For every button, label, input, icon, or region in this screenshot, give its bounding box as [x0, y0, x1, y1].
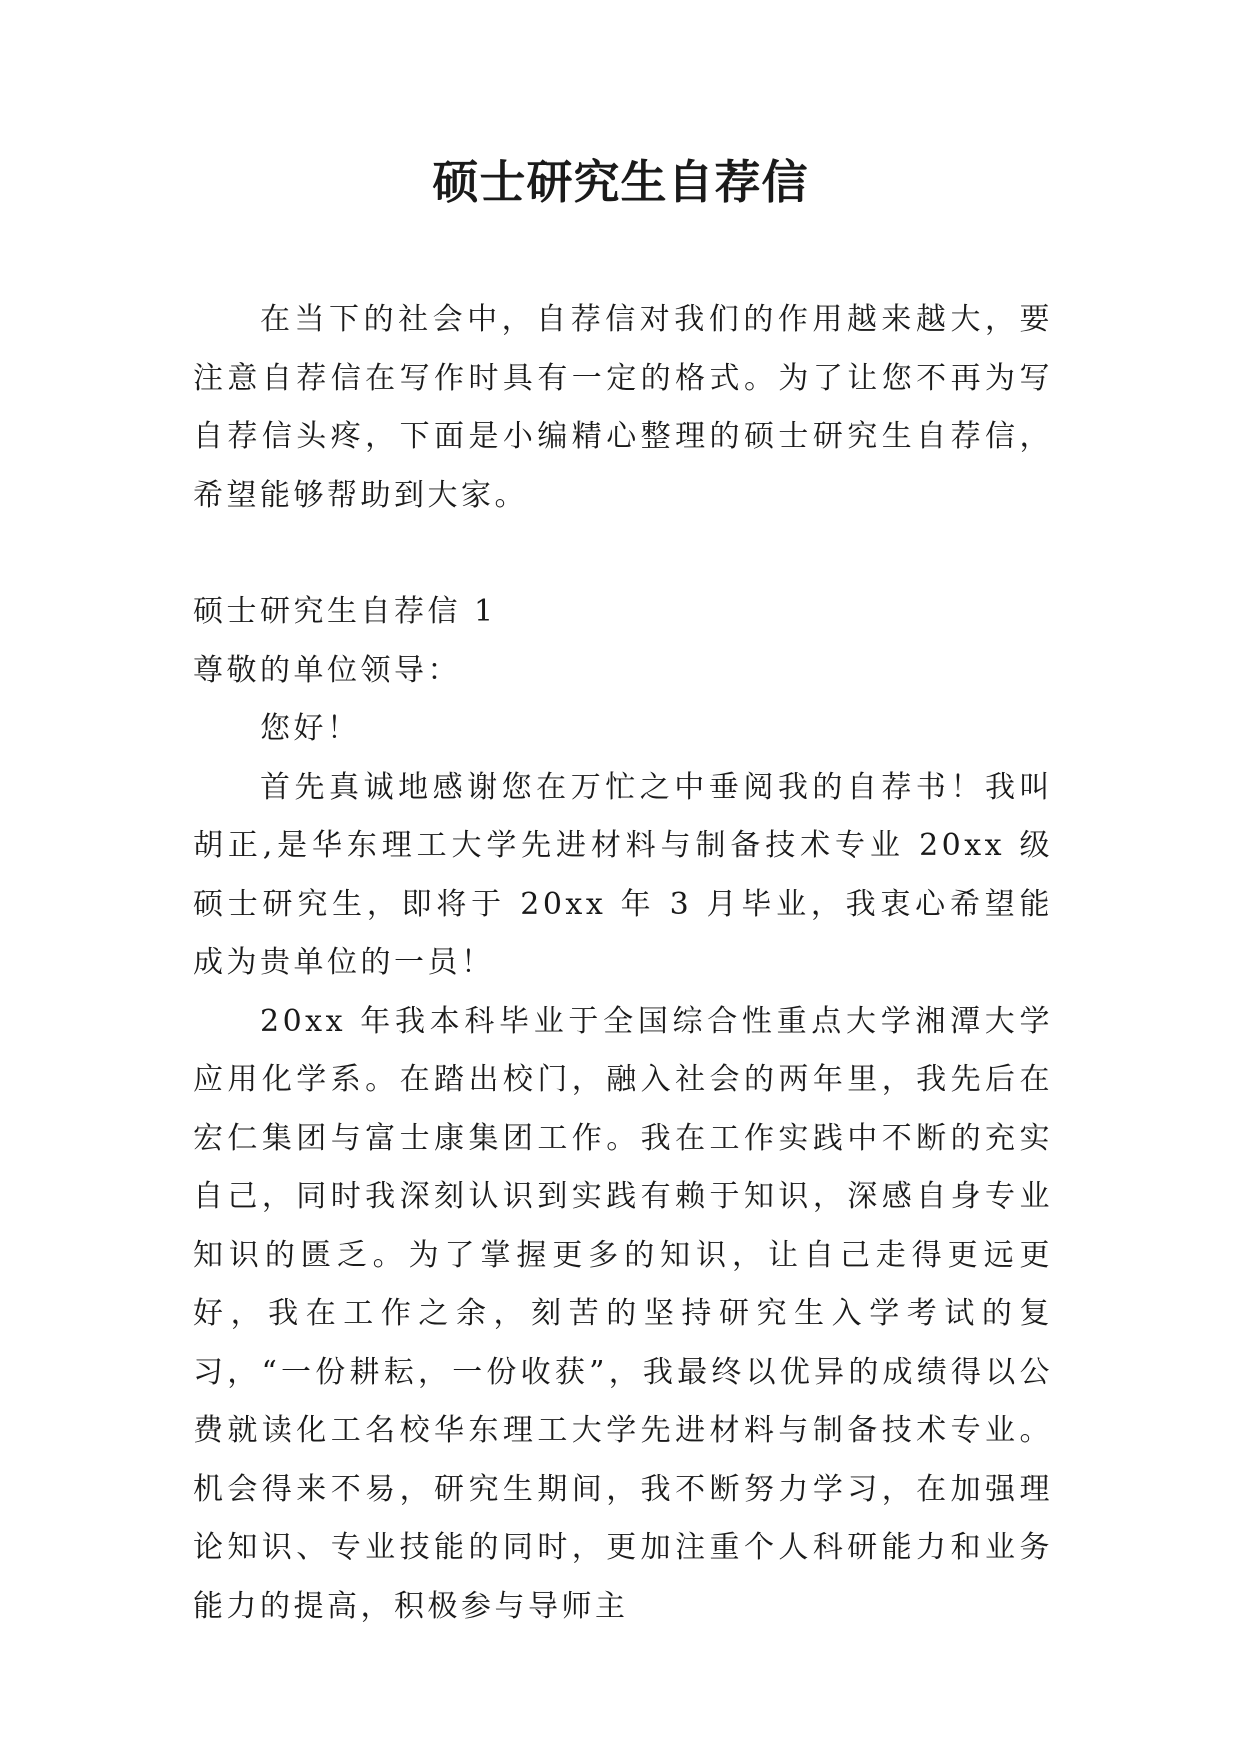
body-paragraph-1: 首先真诚地感谢您在万忙之中垂阅我的自荐书！我叫胡正,是华东理工大学先进材料与制备技术专业 20xx 级硕士研究生，即将于 20xx 年 3 月毕业，我衷心希望能成为贵单位的一员！: [193, 769, 1053, 980]
intro-paragraph: 在当下的社会中，自荐信对我们的作用越来越大，要注意自荐信在写作时具有一定的格式。为了让您不再为写自荐信头疼，下面是小编精心整理的硕士研究生自荐信，希望能够帮助到大家。: [193, 302, 1053, 513]
paragraph-gap: [193, 525, 1053, 583]
greeting: 您好！: [260, 711, 361, 746]
document-body: [193, 291, 1053, 1636]
section-heading: 硕士研究生自荐信 1: [193, 594, 497, 629]
document-title: 硕士研究生自荐信: [432, 155, 809, 209]
body-paragraph-2: 20xx 年我本科毕业于全国综合性重点大学湘潭大学应用化学系。在踏出校门，融入社会的两年里，我先后在宏仁集团与富士康集团工作。我在工作实践中不断的充实自己，同时我深刻认识到实践有赖于知识，深感自身专业知识的匮乏。为了掌握更多的知识，让自己走得更远更好，我在工作之余，刻苦的坚持研究生入学考试的复习，“一份耕耘，一份收获”，我最终以优异的成绩得以公费就读化工名校华东理工大学先进材料与制备技术专业。机会得来不易，研究生期间，我不断努力学习，在加强理论知识、专业技能的同时，更加注重个人科研能力和业务能力的提高，积极参与导师主: [193, 1003, 1053, 1624]
salutation: 尊敬的单位领导：: [193, 652, 461, 688]
